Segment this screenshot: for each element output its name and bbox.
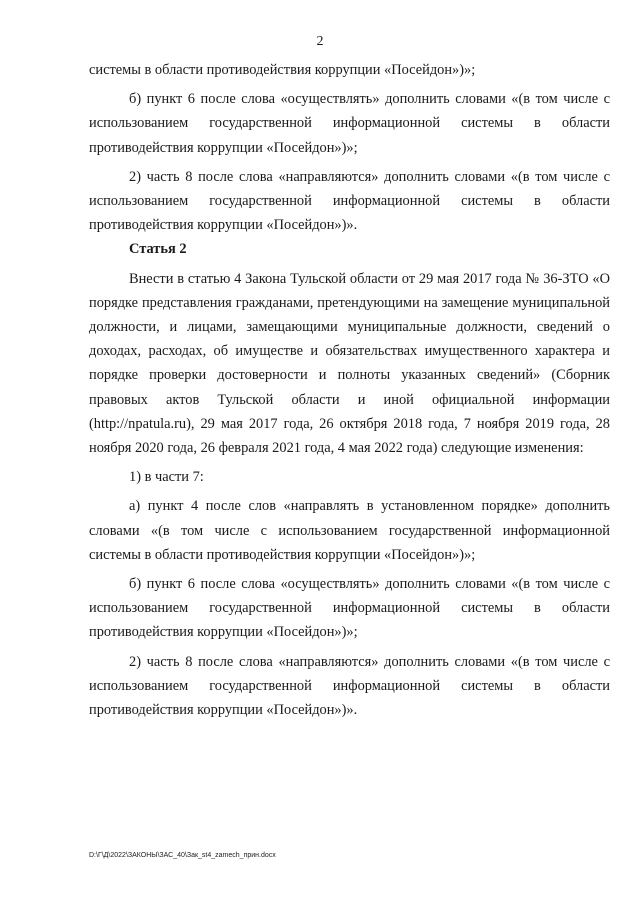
paragraph-item-1: 1) в части 7: bbox=[129, 469, 204, 486]
paragraph-item-2-2: 2) часть 8 после слова «направляются» дополнить словами «(в том числе с использованием государственной информационной системы в области противодействия коррупции «Посейдон»)». bbox=[89, 653, 610, 719]
footer-file-path: D:\Г\Д\2022\ЗАКОНЫ\ЗАС_40\Зак_st4_zamech_прин.docx bbox=[89, 852, 276, 859]
page-number: 2 bbox=[316, 34, 324, 49]
paragraph-continuation: системы в области противодействия коррупции «Посейдон»)»; bbox=[89, 62, 476, 78]
paragraph-item-b-2: б) пункт 6 после слова «осуществлять» дополнить словами «(в том числе с использованием государственной информационной системы в области противодействия коррупции «Посейдон»)»; bbox=[89, 576, 610, 641]
paragraph-item-2: 2) часть 8 после слова «направляются» дополнить словами «(в том числе с использованием государственной информационной системы в области противодействия коррупции «Посейдон»)». bbox=[89, 168, 610, 234]
document-body bbox=[89, 58, 610, 722]
paragraph-item-a: а) пункт 4 после слов «направлять в установленном порядке» дополнить словами «(в том числе с использованием государственной информационной системы в области противодействия коррупции «Посейдон»)»; bbox=[89, 498, 610, 563]
article-heading: Статья 2 bbox=[129, 241, 187, 258]
article-intro-paragraph: Внести в статью 4 Закона Тульской области от 29 мая 2017 года № 36-ЗТО «О порядке представления гражданами, претендующими на замещение муниципальной должности, и лицами, замещающими муниципальные должности, сведений о доходах, расходах, об имуществе и обязательствах имущественного характера и порядке проверки достоверности и полноты указанных сведений» (Сборник правовых актов Тульской области и иной официальной информации (http://npatula.ru), 29 мая 2017 года, 26 октября 2018 года, 7 ноября 2019 года, 28 ноября 2020 года, 26 февраля 2021 года, 4 мая 2022 года) следующие изменения: bbox=[89, 270, 610, 457]
paragraph-item-b: б) пункт 6 после слова «осуществлять» дополнить словами «(в том числе с использованием государственной информационной системы в области противодействия коррупции «Посейдон»)»; bbox=[89, 91, 610, 156]
